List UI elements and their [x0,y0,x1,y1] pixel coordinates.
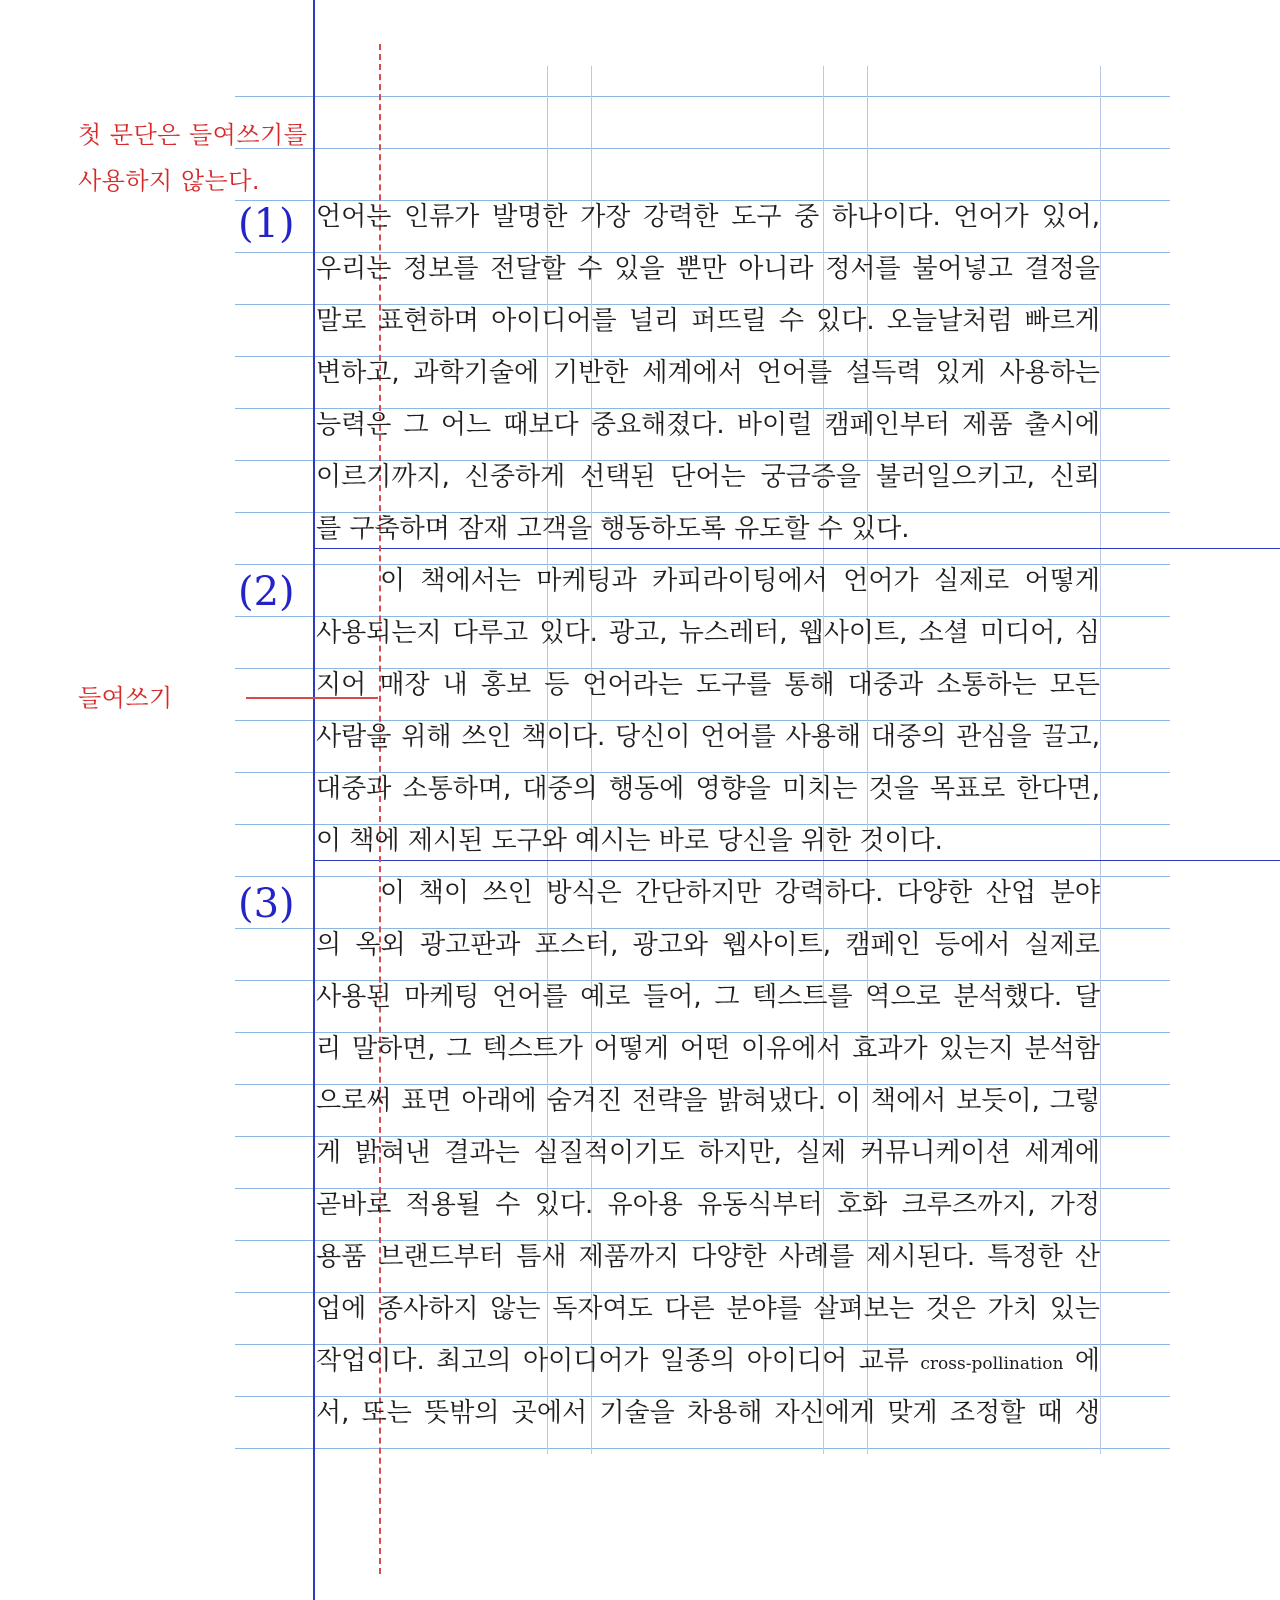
grid-line [235,96,1170,97]
note-line: 첫 문단은 들여쓰기를 [78,121,308,149]
grid-line [235,148,1170,149]
text-line: 으로써 표면 아래에 숨겨진 전략을 밝혀냈다. 이 책에서 보듯이, 그렇 [316,1086,1100,1116]
grid-line [235,1448,1170,1449]
text-line: 말로 표현하며 아이디어를 널리 퍼뜨릴 수 있다. 오늘날처럼 빠르게 [316,306,1100,336]
column-line [1100,66,1101,1454]
first-paragraph-note [78,112,307,204]
text-line-indented: 이 책에서는 마케팅과 카피라이팅에서 언어가 실제로 어떻게 [380,566,1100,596]
line-text: 에 [1063,1346,1100,1376]
indent-note: 들여쓰기 [78,684,173,712]
text-line: 우리는 정보를 전달할 수 있을 뿐만 아니라 정서를 불어넣고 결정을 [316,254,1100,284]
text-margin-line [313,0,315,1600]
paragraph-number: (2) [238,569,295,615]
text-line: 이르기까지, 신중하게 선택된 단어는 궁금증을 불러일으키고, 신뢰 [316,462,1100,492]
text-line-indented: 이 책이 쓰인 방식은 간단하지만 강력하다. 다양한 산업 분야 [380,878,1100,908]
text-line: 게 밝혀낸 결과는 실질적이기도 하지만, 실제 커뮤니케이션 세계에 [316,1138,1100,1168]
text-line: 사용된 마케팅 언어를 예로 들어, 그 텍스트를 역으로 분석했다. 달 [316,982,1100,1012]
text-line: 능력은 그 어느 때보다 중요해졌다. 바이럴 캠페인부터 제품 출시에 [316,410,1100,440]
text-line: 곧바로 적용될 수 있다. 유아용 유동식부터 호화 크루즈까지, 가정 [316,1190,1100,1220]
text-line: 사람을 위해 쓰인 책이다. 당신이 언어를 사용해 대중의 관심을 끌고, [316,722,1100,752]
text-line-with-latin-term [316,1336,1100,1388]
line-text: 작업이다. 최고의 아이디어가 일종의 아이디어 교류 [316,1346,921,1376]
text-line: 를 구축하며 잠재 고객을 행동하도록 유도할 수 있다. [316,514,910,544]
text-line: 지어 매장 내 홍보 등 언어라는 도구를 통해 대중과 소통하는 모든 [316,670,1100,700]
latin-term: cross-pollination [920,1354,1064,1374]
text-line: 변하고, 과학기술에 기반한 세계에서 언어를 설득력 있게 사용하는 [316,358,1100,388]
text-line: 의 옥외 광고판과 포스터, 광고와 웹사이트, 캠페인 등에서 실제로 [316,930,1100,960]
text-line: 리 말하면, 그 텍스트가 어떻게 어떤 이유에서 효과가 있는지 분석함 [316,1034,1100,1064]
text-line: 언어는 인류가 발명한 가장 강력한 도구 중 하나이다. 언어가 있어, [316,202,1100,232]
note-line: 사용하지 않는다. [78,167,261,195]
text-line: 대중과 소통하며, 대중의 행동에 영향을 미치는 것을 목표로 한다면, [316,774,1100,804]
text-line: 이 책에 제시된 도구와 예시는 바로 당신을 위한 것이다. [316,826,943,856]
paragraph-number: (3) [238,881,295,927]
text-line: 서, 또는 뜻밖의 곳에서 기술을 차용해 자신에게 맞게 조정할 때 생 [316,1398,1100,1428]
text-line: 용품 브랜드부터 틈새 제품까지 다양한 사례를 제시된다. 특정한 산 [316,1242,1100,1272]
paragraph-number: (1) [238,201,295,247]
text-line: 업에 종사하지 않는 독자여도 다른 분야를 살펴보는 것은 가치 있는 [316,1294,1100,1324]
text-line: 사용되는지 다루고 있다. 광고, 뉴스레터, 웹사이트, 소셜 미디어, 심 [316,618,1100,648]
